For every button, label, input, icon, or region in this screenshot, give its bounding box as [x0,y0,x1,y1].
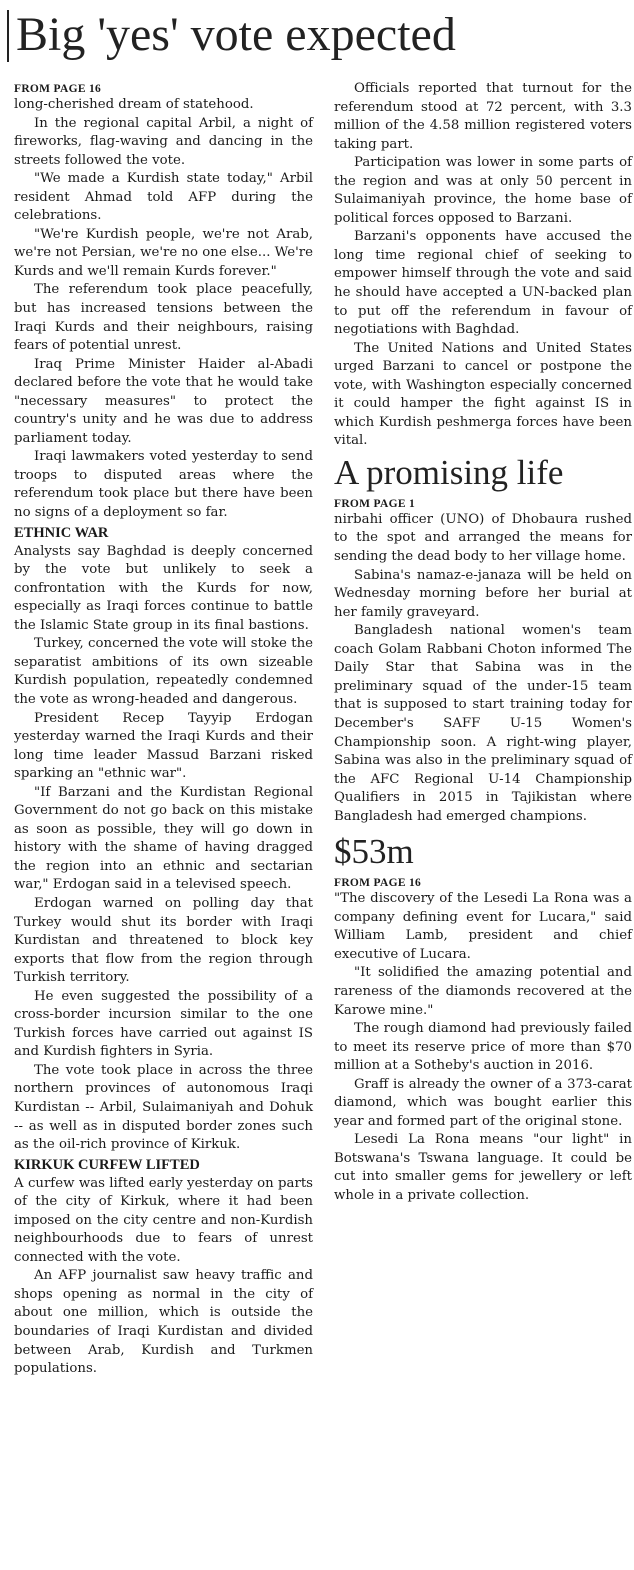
paragraph: Barzani's opponents have accused the long time regional chief of seeking to empower himself through the vote and said he should have accepted a UN-backed plan to put off the referendum in favour of negotiations with Baghdad. [334,229,632,338]
paragraph: "If Barzani and the Kurdistan Regional Government do not go back on this mistake as soon as possible, they will go down in history with the shame of having dragged the region into an ethnic and sectarian war," Erdogan said in a televised speech. [14,784,313,893]
paragraph: The rough diamond had previously failed to meet its reserve price of more than $70 million at a Sotheby's auction in 2016. [334,1021,632,1074]
paragraph: He even suggested the possibility of a cross-border incursion similar to the one Turkish forces have carried out against IS and Kurdish fighters in Syria. [14,988,313,1060]
paragraph: Graff is already the owner of a 373-carat diamond, which was bought earlier this year and formed part of the original stone. [334,1076,632,1129]
column-right [334,80,632,1206]
story-title-promising-life: A promising life [334,452,564,492]
subhead-ethnic-war: ETHNIC WAR [14,524,109,541]
paragraph: "We made a Kurdish state today," Arbil resident Ahmad told AFP during the celebrations. [14,171,313,224]
subhead-kirkuk-curfew: KIRKUK CURFEW LIFTED [14,1156,200,1173]
story-53m-kicker: FROM PAGE 16 [334,877,422,890]
story-life-kicker: FROM PAGE 1 [334,497,416,510]
paragraph: Iraq Prime Minister Haider al-Abadi declared before the vote that he would take "necessary measures" to protect the country's unity and he was due to address parliament today. [14,356,313,446]
column-left [14,76,313,1379]
headline-rule [7,10,9,62]
paragraph: Iraqi lawmakers voted yesterday to send troops to disputed areas where the referendum took place but there have been no signs of a deployment so far. [14,449,313,521]
story-title-53m: $53m [334,832,414,872]
paragraph: "We're Kurdish people, we're not Arab, we're not Persian, we're no one else... We're Kurds and we'll remain Kurds forever." [14,226,313,279]
paragraph: long-cherished dream of statehood. [14,97,254,112]
paragraph: Erdogan warned on polling day that Turkey would shut its border with Iraqi Kurdistan and threatened to block key exports that flow from the region through Turkish territory. [14,895,313,986]
paragraph: The vote took place in across the three northern provinces of autonomous Iraqi Kurdistan -- Arbil, Sulaimaniyah and Dohuk -- as well as in disputed border zones such as the oil-rich province of Kirkuk. [14,1062,313,1153]
main-headline: Big 'yes' vote expected [16,8,456,61]
paragraph: Bangladesh national women's team coach Golam Rabbani Choton informed The Daily Star that Sabina was in the preliminary squad of the under-15 team that is supposed to start training today for December's SAFF U-15 Women's Championship soon. A right-wing player, Sabina was also in the preliminary squad of the AFC Regional U-14 Championship Qualifiers in 2015 in Tajikistan where Bangladesh had emerged champions. [334,623,632,824]
paragraph: An AFP journalist saw heavy traffic and shops opening as normal in the city of about one million, which is outside the boundaries of Iraqi Kurdistan and divided between Arab, Kurdish and Turkmen populations. [14,1268,313,1377]
paragraph: In the regional capital Arbil, a night of fireworks, flag-waving and dancing in the streets followed the vote. [14,115,313,168]
paragraph: Participation was lower in some parts of the region and was at only 50 percent in Sulaimaniyah province, the home base of political forces opposed to Barzani. [334,155,632,226]
paragraph: The United Nations and United States urged Barzani to cancel or postpone the vote, with Washington especially concerned it could hamper the fight against IS in which Kurdish peshmerga forces have been vital. [334,340,632,449]
paragraph: nirbahi officer (UNO) of Dhobaura rushed to the spot and arranged the means for sending the dead body to her village home. [334,511,632,565]
paragraph: Lesedi La Rona means "our light" in Botswana's Tswana language. It could be cut into smaller gems for jewellery or left whole in a private collection. [334,1132,632,1203]
main-kicker: FROM PAGE 16 [14,83,102,95]
paragraph: President Recep Tayyip Erdogan yesterday warned the Iraqi Kurds and their long time leader Massud Barzani risked sparking an "ethnic war". [14,710,313,782]
paragraph: Officials reported that turnout for the referendum stood at 72 percent, with 3.3 million of the 4.58 million registered voters taking part. [334,81,632,152]
paragraph: Analysts say Baghdad is deeply concerned by the vote but unlikely to seek a confrontation with the Kurds for now, especially as Iraqi forces continue to battle the Islamic State group in its final bastions. [14,543,313,633]
paragraph: The referendum took place peacefully, but has increased tensions between the Iraqi Kurds and their neighbours, raising fears of potential unrest. [14,282,313,354]
paragraph: Turkey, concerned the vote will stoke the separatist ambitions of its own sizeable Kurdish population, repeatedly condemned the vote as wrong-headed and dangerous. [14,636,313,707]
paragraph: "It solidified the amazing potential and rareness of the diamonds recovered at the Karowe mine." [334,965,632,1018]
paragraph: A curfew was lifted early yesterday on parts of the city of Kirkuk, where it had been imposed on the city centre and non-Kurdish neighbourhoods due to fears of unrest connected with the vote. [14,1175,313,1265]
paragraph: Sabina's namaz-e-janaza will be held on Wednesday morning before her burial at her family graveyard. [334,567,632,620]
paragraph: "The discovery of the Lesedi La Rona was a company defining event for Lucara," said William Lamb, president and chief executive of Lucara. [334,891,632,962]
